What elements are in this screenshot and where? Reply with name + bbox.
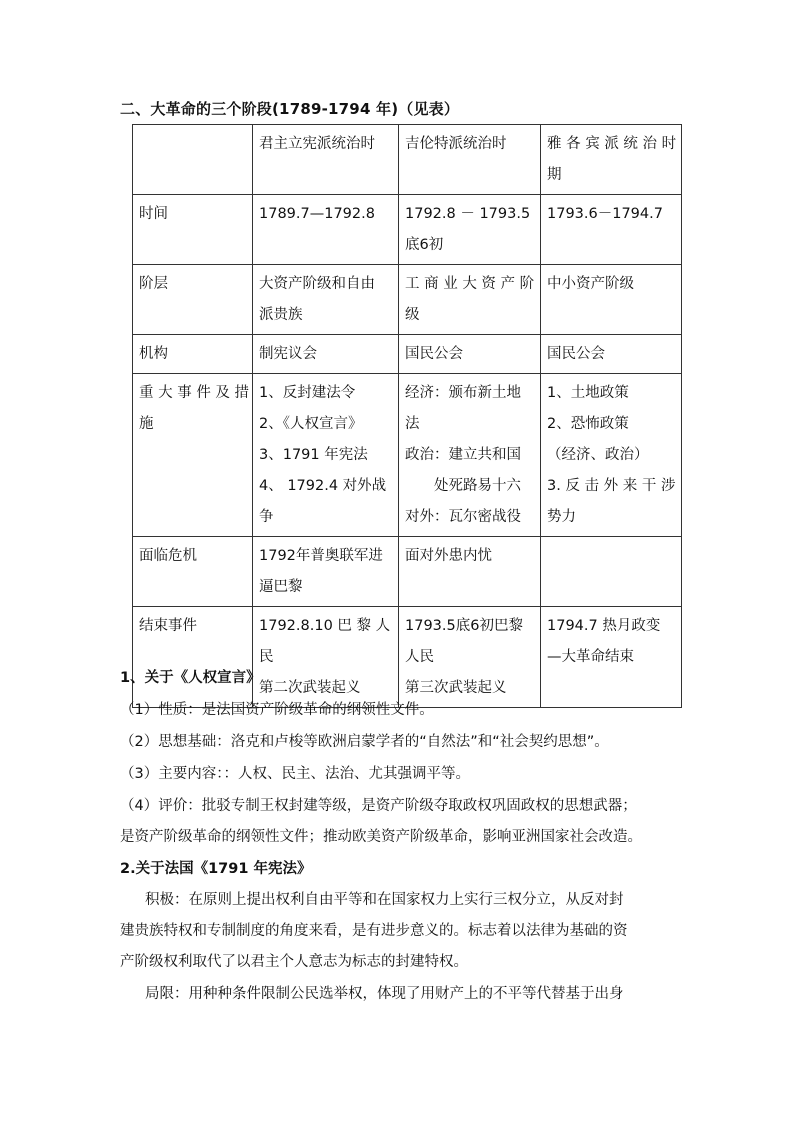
cell-line: 重 大 事 件 及 措	[139, 385, 250, 401]
row-label-cell	[133, 607, 253, 708]
cell-line: 2、《人权宣言》	[259, 416, 363, 432]
cell-line: 1、反封建法令	[259, 385, 356, 401]
table-cell	[541, 537, 682, 607]
cell-line: 4、 1792.4 对外战	[259, 478, 387, 494]
table-row	[133, 537, 682, 607]
table-cell	[399, 374, 541, 537]
table-cell	[399, 195, 541, 265]
cell-line: 机构	[139, 346, 168, 362]
table-cell	[253, 195, 399, 265]
table-row	[133, 265, 682, 335]
cell-line: 工 商 业 大 资 产 阶	[405, 276, 535, 292]
cell-line: 时间	[139, 206, 168, 222]
cell-line: 底6初	[405, 237, 444, 253]
header-cell	[541, 125, 682, 195]
header-cell	[399, 125, 541, 195]
cell-line: 民	[259, 649, 274, 665]
cell-line: 第二次武装起义	[259, 680, 361, 696]
cell-line: 第三次武装起义	[405, 680, 507, 696]
cell-line: 法	[405, 416, 420, 432]
cell-line: 势力	[547, 509, 576, 525]
cell-line: 1、土地政策	[547, 385, 629, 401]
cell-line: 3、1791 年宪法	[259, 447, 368, 463]
cell-line: 2、恐怖政策	[547, 416, 629, 432]
table-cell	[399, 335, 541, 374]
table-cell	[399, 537, 541, 607]
cell-line	[547, 541, 675, 572]
row-label-cell	[133, 374, 253, 537]
note-heading-constitution: 2.关于法国《1791 年宪法》	[120, 861, 312, 877]
note-ideology: （2）思想基础：洛克和卢梭等欧洲启蒙学者的“自然法”和“社会契约思想”。	[120, 734, 609, 750]
table-cell	[541, 607, 682, 708]
cell-line: 1793.6－1794.7	[547, 206, 663, 222]
cell-line: 逼巴黎	[259, 579, 303, 595]
row-label-cell	[133, 335, 253, 374]
cell-line: 制宪议会	[259, 346, 317, 362]
cell-line: 1792年普奥联军进	[259, 548, 383, 564]
cell-line: 经济：颁布新土地	[405, 385, 521, 401]
cell-line	[139, 129, 246, 160]
row-label-cell	[133, 195, 253, 265]
row-label-cell	[133, 265, 253, 335]
table-cell	[399, 607, 541, 708]
cell-line: 派贵族	[259, 307, 303, 323]
table-cell	[541, 335, 682, 374]
cell-line: —大革命结束	[547, 649, 634, 665]
table-cell	[253, 607, 399, 708]
note-nature: （1）性质：是法国资产阶级革命的纲领性文件。	[120, 702, 434, 718]
cell-line: 处死路易十六	[405, 478, 521, 494]
table-row	[133, 195, 682, 265]
header-cell	[253, 125, 399, 195]
note-positive-3: 产阶级权利取代了以君主个人意志为标志的封建特权。	[120, 954, 468, 970]
cell-line: 面对外患内忧	[405, 548, 492, 564]
cell-line: 对外：瓦尔密战役	[405, 509, 521, 525]
table-cell	[253, 537, 399, 607]
cell-line: 人民	[405, 649, 434, 665]
table-row	[133, 607, 682, 708]
cell-line: 级	[405, 307, 420, 323]
revolution-stages-table	[132, 124, 682, 708]
cell-line: 国民公会	[547, 346, 605, 362]
note-evaluation-2: 是资产阶级革命的纲领性文件；推动欧美资产阶级革命，影响亚洲国家社会改造。	[120, 829, 642, 845]
note-positive-1: 积极：在原则上提出权利自由平等和在国家权力上实行三权分立，从反对封	[145, 892, 624, 908]
header-cell	[133, 125, 253, 195]
cell-line: 政治：建立共和国	[405, 447, 521, 463]
cell-line: 吉伦特派统治时	[405, 136, 507, 152]
cell-line: 争	[259, 509, 274, 525]
cell-line: 面临危机	[139, 548, 197, 564]
cell-line: 1792.8 － 1793.5	[405, 206, 531, 222]
cell-line: 中小资产阶级	[547, 276, 634, 292]
cell-line: （经济、政治）	[547, 447, 649, 463]
table-cell	[541, 195, 682, 265]
note-heading-declaration: 1、关于《人权宣言》	[120, 670, 261, 686]
table-cell	[253, 335, 399, 374]
section-title: 二、大革命的三个阶段(1789-1794 年)（见表）	[120, 100, 460, 118]
cell-line: 君主立宪派统治时	[259, 136, 375, 152]
table-cell	[541, 265, 682, 335]
note-limitation: 局限：用种种条件限制公民选举权，体现了用财产上的不平等代替基于出身	[145, 986, 624, 1002]
cell-line: 结束事件	[139, 618, 197, 634]
cell-line: 雅 各 宾 派 统 治 时	[547, 136, 677, 152]
cell-line: 阶层	[139, 276, 168, 292]
cell-line: 1792.8.10 巴 黎 人	[259, 618, 391, 634]
table-cell	[253, 265, 399, 335]
note-evaluation-1: （4）评价：批驳专制王权封建等级，是资产阶级夺取政权巩固政权的思想武器；	[120, 798, 637, 814]
table-cell	[253, 374, 399, 537]
table-row	[133, 374, 682, 537]
table-cell	[541, 374, 682, 537]
cell-line: 1793.5底6初巴黎	[405, 618, 523, 634]
cell-line: 国民公会	[405, 346, 463, 362]
note-content: （3）主要内容：：人权、民主、法治、尤其强调平等。	[120, 766, 470, 782]
cell-line: 大资产阶级和自由	[259, 276, 375, 292]
cell-line: 1794.7 热月政变	[547, 618, 661, 634]
note-positive-2: 建贵族特权和专制制度的角度来看，是有进步意义的。标志着以法律为基础的资	[120, 923, 628, 939]
table-row	[133, 335, 682, 374]
cell-line: 1789.7—1792.8	[259, 206, 375, 222]
cell-line: 3. 反 击 外 来 干 涉	[547, 478, 676, 494]
table-cell	[399, 265, 541, 335]
row-label-cell	[133, 537, 253, 607]
cell-line: 期	[547, 167, 562, 183]
table-header-row	[133, 125, 682, 195]
cell-line: 施	[139, 416, 154, 432]
